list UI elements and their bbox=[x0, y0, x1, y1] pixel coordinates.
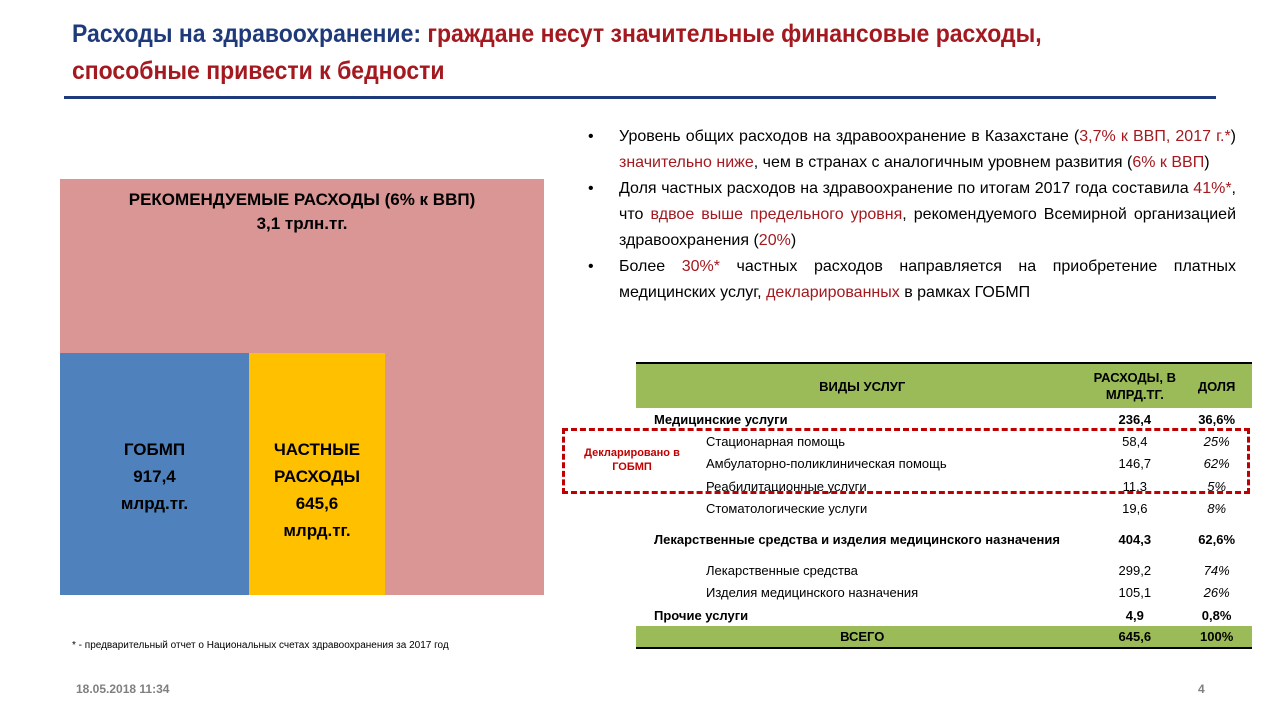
bullet-dot-icon: • bbox=[588, 258, 594, 275]
private-title-2: РАСХОДЫ bbox=[274, 467, 360, 486]
row-value: 236,4 bbox=[1118, 411, 1152, 427]
bullet-text: ) bbox=[1230, 128, 1236, 145]
bullet-highlight: значительно ниже bbox=[619, 154, 754, 171]
page-title bbox=[72, 16, 1084, 90]
row-name: Изделия медицинского назначения bbox=[706, 585, 919, 601]
gobmp-amount: 917,4 bbox=[133, 467, 176, 486]
bullet-text: , чем в странах с аналогичным уровнем развития ( bbox=[753, 154, 1133, 171]
row-value: 105,1 bbox=[1118, 585, 1152, 601]
row-share: 62% bbox=[1203, 456, 1230, 472]
bullet-highlight: 20% bbox=[758, 232, 791, 249]
table-row bbox=[636, 408, 1252, 430]
bullet-highlight: 30%* bbox=[681, 258, 720, 275]
bullet-paid-services bbox=[588, 254, 1236, 306]
recommended-amount: 3,1 трлн.тг. bbox=[256, 214, 348, 233]
table-total-row bbox=[636, 626, 1252, 648]
services-expenses-table bbox=[636, 362, 1252, 649]
row-value: 404,3 bbox=[1118, 531, 1152, 547]
title-main: Расходы на здравоохранение: bbox=[72, 20, 428, 48]
footnote: * - предварительный отчет о Национальных счетах здравоохранения за 2017 год bbox=[72, 640, 449, 651]
bullet-text: частных расходов направляется на приобретение платных медицинских услуг, bbox=[619, 258, 1236, 301]
row-value: 299,2 bbox=[1118, 563, 1152, 579]
header-services: ВИДЫ УСЛУГ bbox=[636, 363, 1088, 408]
page-number: 4 bbox=[1198, 682, 1205, 696]
row-share: 62,6% bbox=[1198, 531, 1236, 547]
row-share: 36,6% bbox=[1198, 411, 1236, 427]
private-expenses-label bbox=[249, 436, 385, 544]
row-value: 146,7 bbox=[1118, 456, 1152, 472]
table-row bbox=[636, 604, 1252, 626]
table-header-row bbox=[636, 363, 1252, 408]
row-name: Реабилитационные услуги bbox=[706, 478, 867, 494]
gobmp-title: ГОБМП bbox=[123, 440, 186, 459]
row-share: 25% bbox=[1203, 433, 1230, 449]
gobmp-label bbox=[60, 436, 249, 517]
bullet-text: Уровень общих расходов на здравоохранение в Казахстане ( bbox=[619, 128, 1080, 145]
bullet-highlight: декларированных bbox=[766, 284, 900, 301]
bullet-text: , рекомендуемого Всемирной организацией здравоохранения ( bbox=[619, 206, 1237, 249]
recommended-title: РЕКОМЕНДУЕМЫЕ РАСХОДЫ (6% к ВВП) bbox=[128, 190, 476, 209]
gobmp-unit: млрд.тг. bbox=[120, 494, 189, 513]
title-divider bbox=[64, 96, 1216, 99]
bullet-text: Доля частных расходов на здравоохранение по итогам 2017 года составила bbox=[619, 180, 1194, 197]
row-share: 0,8% bbox=[1201, 607, 1232, 623]
total-name: ВСЕГО bbox=[636, 626, 1088, 648]
bullet-text: , что bbox=[619, 180, 1236, 223]
date-footer: 18.05.2018 11:34 bbox=[76, 682, 170, 696]
header-share: ДОЛЯ bbox=[1181, 363, 1252, 408]
row-name: Лекарственные средства bbox=[706, 563, 858, 579]
bullet-text: ) bbox=[790, 232, 797, 249]
row-value: 19,6 bbox=[1122, 500, 1148, 516]
bullet-private-share bbox=[588, 176, 1236, 254]
row-name: Стационарная помощь bbox=[706, 433, 845, 449]
bullet-dot-icon: • bbox=[588, 180, 594, 197]
recommended-expenses-label bbox=[60, 188, 544, 236]
declared-label: Декларировано в ГОБМП bbox=[584, 447, 680, 473]
total-value: 645,6 bbox=[1088, 626, 1181, 648]
row-share: 8% bbox=[1207, 500, 1227, 516]
bullet-text: ) bbox=[1204, 154, 1210, 171]
bullet-highlight: 41%* bbox=[1193, 180, 1232, 197]
row-share: 5% bbox=[1207, 478, 1227, 494]
row-value: 11,3 bbox=[1122, 478, 1147, 494]
private-amount: 645,6 bbox=[295, 494, 339, 513]
private-unit: млрд.тг. bbox=[283, 521, 351, 540]
private-title-1: ЧАСТНЫЕ bbox=[273, 440, 361, 459]
row-value: 58,4 bbox=[1122, 433, 1148, 449]
row-name: Лекарственные средства и изделия медицинского назначения bbox=[654, 531, 1060, 547]
title-highlight: граждане несут значительные финансовые расходы, способные привести к бедности bbox=[72, 20, 1042, 85]
table-row bbox=[636, 497, 1252, 519]
table-row bbox=[636, 559, 1252, 581]
row-value: 4,9 bbox=[1125, 607, 1144, 623]
row-name: Прочие услуги bbox=[654, 607, 749, 623]
row-name: Медицинские услуги bbox=[654, 411, 788, 427]
row-share: 26% bbox=[1203, 585, 1230, 601]
table-row bbox=[636, 582, 1252, 604]
row-share: 74% bbox=[1203, 563, 1230, 579]
total-share: 100% bbox=[1181, 626, 1252, 648]
bullet-highlight: 3,7% к ВВП, 2017 г.* bbox=[1079, 128, 1231, 145]
header-expenses: РАСХОДЫ, В МЛРД.ТГ. bbox=[1088, 363, 1181, 408]
bullet-highlight: вдвое выше предельного уровня bbox=[650, 206, 903, 223]
key-points-list bbox=[588, 124, 1236, 306]
bullet-highlight: 6% к ВВП bbox=[1132, 154, 1205, 171]
bullet-dot-icon: • bbox=[588, 128, 594, 145]
row-name: Стоматологические услуги bbox=[706, 500, 868, 516]
table-row bbox=[636, 519, 1252, 559]
bullet-total-expenses bbox=[588, 124, 1236, 176]
row-name: Амбулаторно-поликлиническая помощь bbox=[706, 456, 947, 472]
bullet-text: Более bbox=[619, 258, 682, 275]
bullet-text: в рамках ГОБМП bbox=[899, 284, 1031, 301]
